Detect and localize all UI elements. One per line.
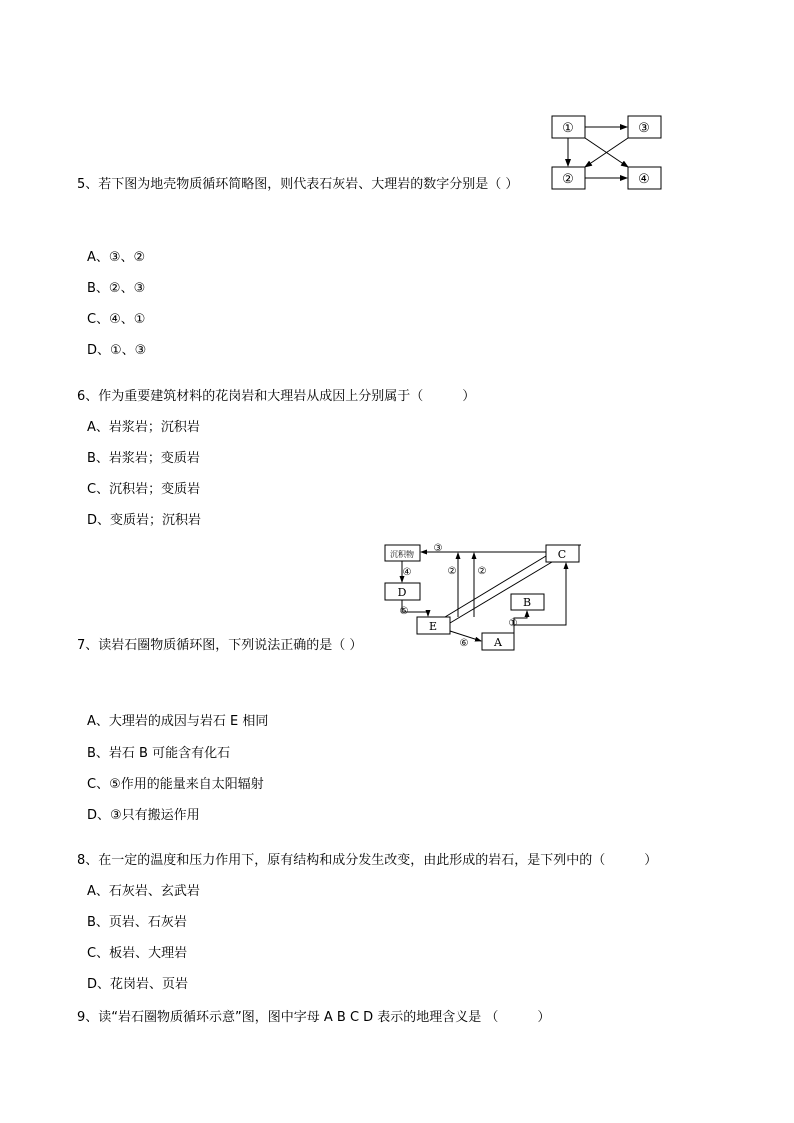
q7-label-b: B	[522, 596, 532, 609]
q6-option-d: D、变质岩；沉积岩	[87, 513, 202, 528]
q7-option-c: C、⑤作用的能量来自太阳辐射	[87, 777, 264, 792]
q7-label-6: ⑥	[459, 638, 469, 649]
q7-label-d: D	[397, 586, 407, 599]
q5-stem: 5、若下图为地壳物质循环简略图，则代表石灰岩、大理岩的数字分别是（ ）	[77, 177, 519, 192]
q5-label-3: ③	[638, 121, 650, 136]
q8-option-c: C、板岩、大理岩	[87, 946, 188, 961]
q7-label-a: A	[494, 636, 502, 649]
q7-label-3: ③	[433, 543, 443, 554]
q5-option-b: B、②、③	[87, 281, 146, 296]
q8-stem: 8、在一定的温度和压力作用下，原有结构和成分发生改变，由此形成的岩石，是下列中的（ ）	[77, 853, 658, 868]
q9-stem: 9、读“岩石圈物质循环示意”图，图中字母 A B C D 表示的地理含义是 （ ）	[77, 1010, 551, 1025]
q7-label-2b: ②	[477, 566, 487, 577]
q7-label-sediment: 沉积物	[390, 550, 414, 559]
q5-option-a: A、③、②	[87, 250, 146, 265]
q5-option-d: D、①、③	[87, 343, 147, 358]
q7-label-4: ④	[402, 567, 412, 578]
q6-option-b: B、岩浆岩；变质岩	[87, 451, 200, 466]
q6-stem: 6、作为重要建筑材料的花岗岩和大理岩从成因上分别属于（ ）	[77, 389, 476, 404]
q8-option-a: A、石灰岩、玄武岩	[87, 884, 200, 899]
q5-option-c: C、④、①	[87, 312, 146, 327]
q6-option-a: A、岩浆岩；沉积岩	[87, 420, 200, 435]
q5-label-4: ④	[638, 172, 650, 187]
q7-label-2a: ②	[447, 566, 457, 577]
q5-label-1: ①	[562, 121, 574, 136]
q7-label-1: ①	[508, 618, 518, 629]
q8-option-d: D、花岗岩、页岩	[87, 977, 189, 992]
q8-option-b: B、页岩、石灰岩	[87, 915, 187, 930]
q7-label-c: C	[557, 548, 567, 561]
q7-line-c-e-2	[447, 562, 552, 623]
q7-label-5: ⑤	[399, 606, 409, 617]
q7-stem: 7、读岩石圈物质循环图，下列说法正确的是（ ）	[77, 638, 363, 653]
q6-option-c: C、沉积岩；变质岩	[87, 482, 201, 497]
q5-label-2: ②	[562, 172, 574, 187]
q7-option-a: A、大理岩的成因与岩石 E 相同	[87, 714, 269, 729]
q7-label-e: E	[428, 620, 438, 633]
q7-option-d: D、③只有搬运作用	[87, 808, 200, 823]
q7-option-b: B、岩石 B 可能含有化石	[87, 746, 231, 761]
